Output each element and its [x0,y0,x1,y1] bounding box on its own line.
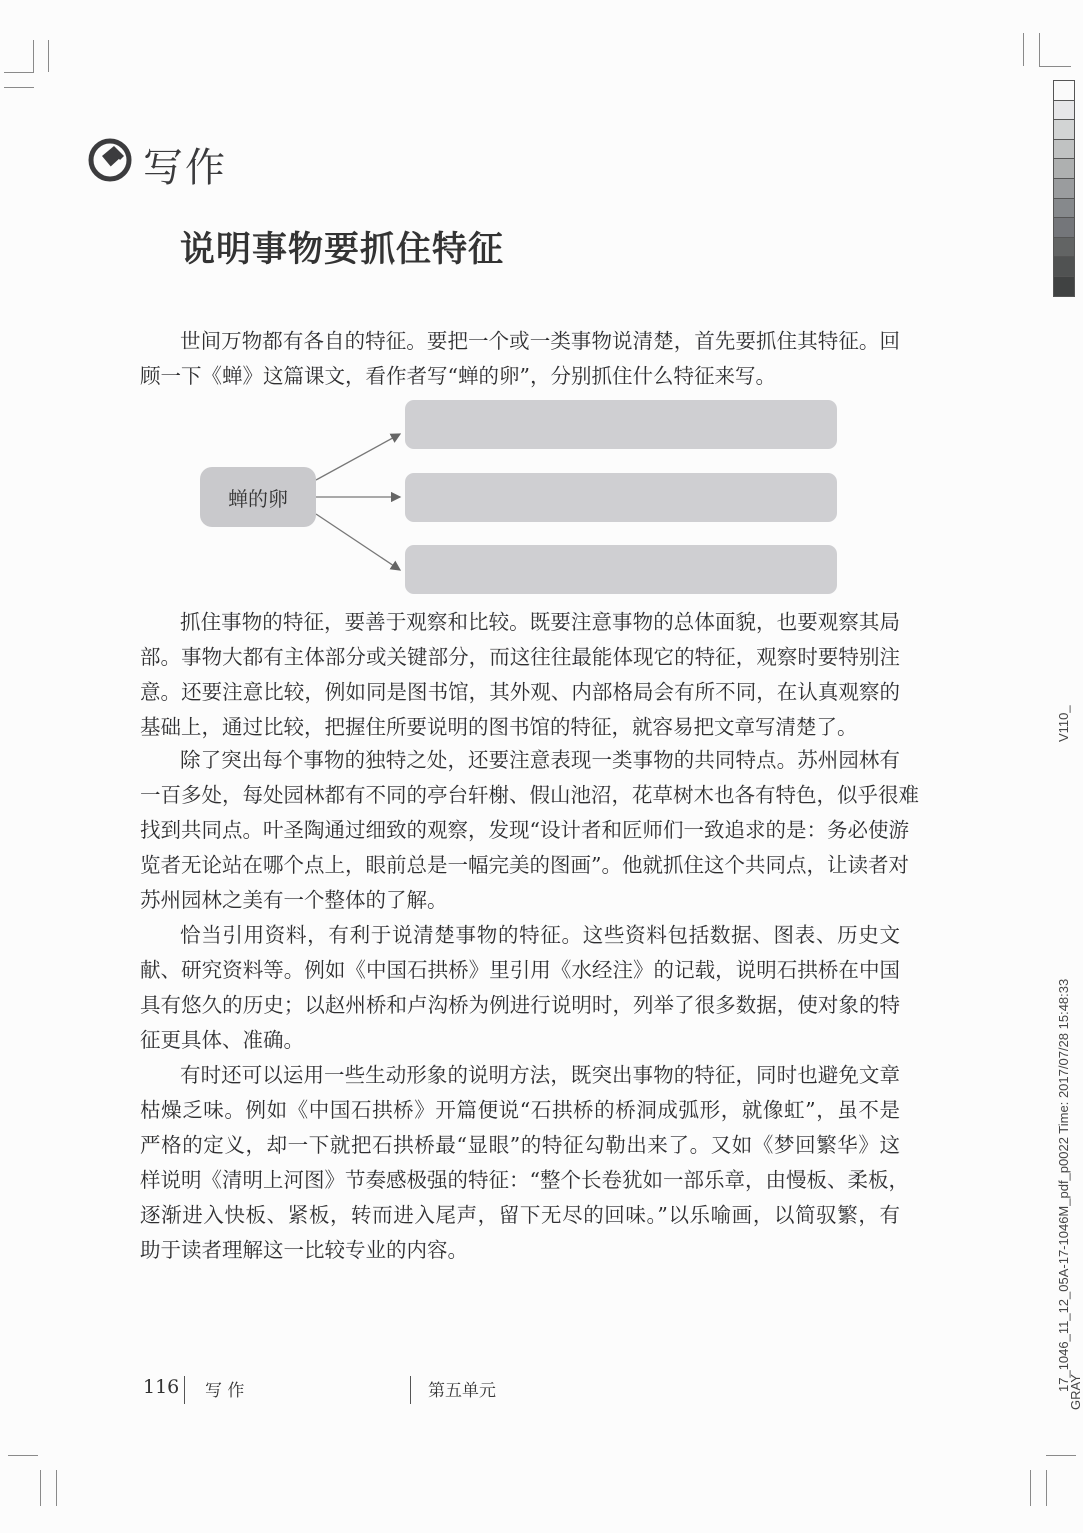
footer-divider [184,1376,185,1404]
text-line: 意。还要注意比较，例如同是图书馆，其外观、内部格局会有所不同，在认真观察的 [140,680,900,704]
version-label: V110_ [1056,705,1071,742]
text-line: 征更具体、准确。 [140,1028,304,1052]
text-line: 基础上，通过比较，把握住所要说明的图书馆的特征，就容易把文章写清楚了。 [140,715,858,739]
text-line: 部。事物大都有主体部分或关键部分，而这往往最能体现它的特征，观察时要特别注 [140,645,900,669]
footer-section: 写 作 [205,1381,245,1401]
answer-slot-2[interactable] [405,473,837,522]
text-line: 抓住事物的特征，要善于观察和比较。既要注意事物的总体面貌，也要观察其局 [180,610,900,634]
text-line: 样说明《清明上河图》节奏感极强的特征：“整个长卷犹如一部乐章，由慢板、柔板， [140,1168,909,1192]
section-title: 写作 [143,145,227,191]
answer-slot-3[interactable] [405,545,837,594]
text-line: 献、研究资料等。例如《中国石拱桥》里引用《水经注》的记载，说明石拱桥在中国 [140,958,900,982]
arrow-top [316,434,400,480]
text-line: 览者无论站在哪个点上，眼前总是一幅完美的图画”。他就抓住这个共同点，让读者对 [140,853,909,877]
text-line: 苏州园林之美有一个整体的了解。 [140,888,448,912]
paragraph-vivid-methods [140,1058,909,1268]
text-line: 有时还可以运用一些生动形象的说明方法，既突出事物的特征，同时也避免文章 [180,1063,900,1087]
text-line: 找到共同点。叶圣陶通过细致的观察，发现“设计者和匠师们一致追求的是：务必使游 [140,818,909,842]
color-mode-label: GRAY [1068,1374,1083,1410]
arrow-bottom [316,514,400,570]
text-line: 助于读者理解这一比较专业的内容。 [140,1238,468,1262]
crop-mark [1046,1470,1047,1506]
paragraph-observe-compare [140,605,900,745]
text-line: 一百多处，每处园林都有不同的亭台轩榭、假山池沼，花草树木也各有特色，似乎很难 [140,783,919,807]
diagram-arrows [0,0,1080,620]
text-line: 严格的定义，却一下就把石拱桥最“显眼”的特征勾勒出来了。又如《梦回繁华》这 [140,1133,900,1157]
crop-mark [8,1455,38,1456]
paragraph-cite-materials [140,918,900,1058]
text-line: 逐渐进入快板、紧板，转而进入尾声，留下无尽的回味。”以乐喻画，以简驭繁，有 [140,1203,900,1227]
page-number: 116 [143,1376,180,1398]
text-line: 枯燥乏味。例如《中国石拱桥》开篇便说“石拱桥的桥洞成弧形，就像虹”，虽不是 [140,1098,900,1122]
text-line: 顾一下《蝉》这篇课文，看作者写“蝉的卵”，分别抓住什么特征来写。 [140,364,776,388]
answer-slot-1[interactable] [405,400,837,449]
text-line: 除了突出每个事物的独特之处，还要注意表现一类事物的共同特点。苏州园林有 [180,748,900,772]
footer-unit: 第五单元 [428,1381,496,1401]
diagram-center-node: 蝉的卵 [200,467,316,527]
footer-divider [410,1376,411,1404]
text-line: 世间万物都有各自的特征。要把一个或一类事物说清楚，首先要抓住其特征。回 [180,329,900,353]
job-info-label: 17_1046_11_12_05A-17-1046M_pdf_p0022 Time: 2017/07/28 15:48:33 [1056,978,1071,1392]
lesson-title: 说明事物要抓住特征 [180,230,505,270]
text-line: 恰当引用资料，有利于说清楚事物的特征。这些资料包括数据、图表、历史文 [180,923,900,947]
paragraph-common-features [140,743,919,918]
crop-mark [56,1470,57,1506]
crop-mark [1046,1455,1076,1456]
crop-mark [40,1470,41,1506]
crop-mark [1030,1470,1031,1506]
text-line: 具有悠久的历史；以赵州桥和卢沟桥为例进行说明时，列举了很多数据，使对象的特 [140,993,900,1017]
